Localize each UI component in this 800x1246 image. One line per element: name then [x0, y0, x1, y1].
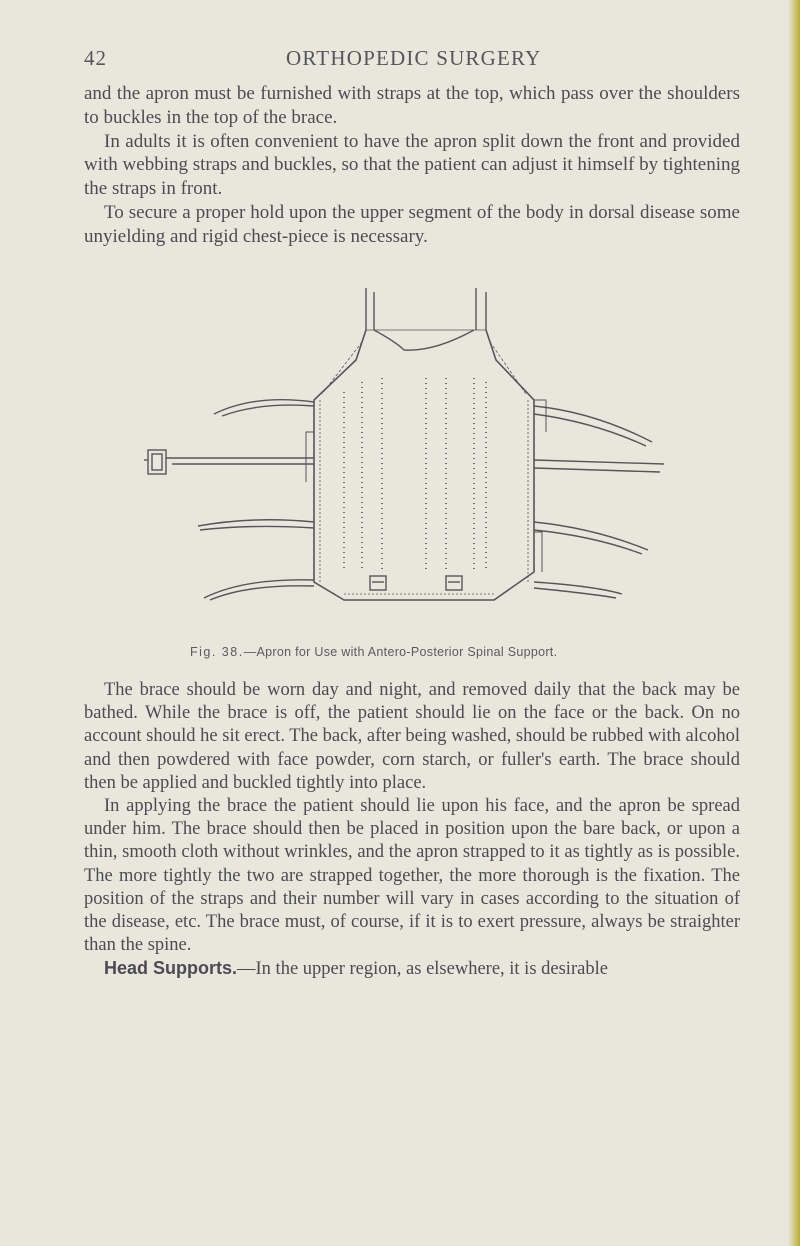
apron-illustration	[134, 282, 674, 622]
figure-caption	[190, 645, 710, 659]
figure-caption-text: —Apron for Use with Antero-Posterior Spinal Support.	[243, 645, 558, 659]
paragraph: and the apron must be furnished with straps at the top, which pass over the shoulders to buckles in the top of the brace.	[84, 83, 740, 128]
section-heading-paragraph	[84, 957, 740, 981]
top-text-block	[84, 82, 740, 249]
paragraph: To secure a proper hold upon the upper segment of the body in dorsal disease some unyielding and rigid chest-piece is necessary.	[84, 201, 740, 247]
paragraph: In adults it is often convenient to have the apron split down the front and provided with webbing straps and buckles, so that the patient can adjust it himself by tightening the straps in front.	[84, 130, 740, 200]
main-text-block	[84, 679, 740, 982]
page-number: 42	[84, 46, 107, 70]
section-heading-text: —In the upper region, as elsewhere, it is desirable	[237, 959, 608, 980]
page-header	[84, 46, 724, 76]
paragraph: In applying the brace the patient should lie upon his face, and the apron be spread under him. The brace should then be placed in position upon the bare back, or upon a thin, smooth cloth without wrinkles, and the apron strapped to it as tightly as is possible. The more tightly the two are strapped together, the more thorough is the fixation. The position of the straps and their number will vary in cases according to the situation of the disease, etc. The brace must, of course, if it is to exert pressure, always be straighter than the spine.	[84, 796, 740, 956]
section-heading: Head Supports.	[104, 958, 238, 979]
page-edge	[788, 0, 800, 1246]
apron-figure	[134, 282, 674, 622]
figure-label: Fig. 38.	[190, 645, 244, 659]
running-title: ORTHOPEDIC SURGERY	[286, 46, 542, 70]
paragraph: The brace should be worn day and night, and removed daily that the back may be bathed. While the brace is off, the patient should lie on the face or the back. On no account should he sit erect. The back, after being washed, should be rubbed with alcohol and then powdered with face powder, corn starch, or fuller's earth. The brace should then be applied and buckled tightly into place.	[84, 680, 740, 793]
